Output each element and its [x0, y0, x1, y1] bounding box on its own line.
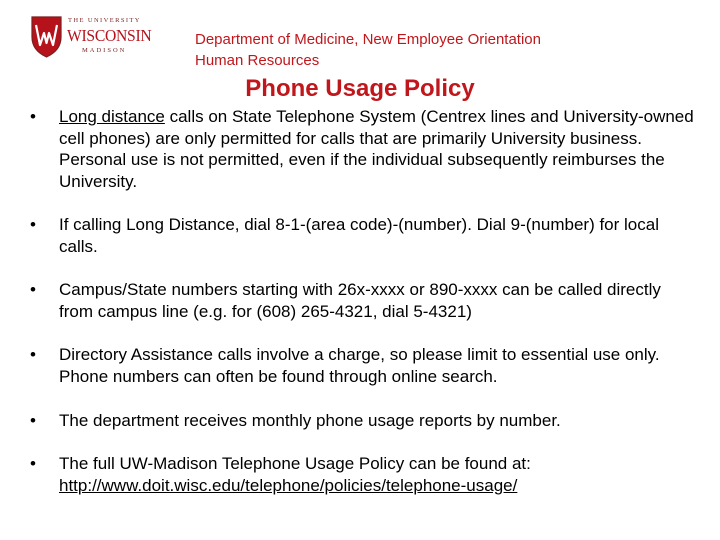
bullet-icon: • [30, 454, 36, 473]
bullet-icon: • [30, 215, 36, 234]
list-item-text: Directory Assistance calls involve a charge, so please limit to essential use only. Phone numbers can often be found through online search. [59, 345, 660, 386]
logo-bottom-text: MADISON [82, 47, 127, 54]
bullet-icon: • [30, 411, 36, 430]
list-item-text: Campus/State numbers starting with 26x-xxxx or 890-xxxx can be called directly from campus line (e.g. for (608) 265-4321, dial 5-4321) [59, 280, 661, 321]
bullet-icon: • [30, 107, 36, 126]
uw-crest-icon [30, 15, 63, 58]
list-item-text: The department receives monthly phone usage reports by number. [59, 411, 561, 430]
list-item-text: If calling Long Distance, dial 8-1-(area code)-(number). Dial 9-(number) for local calls. [59, 215, 659, 256]
list-item-body: calls on State Telephone System (Centrex lines and University-owned cell phones) are only permitted for calls that are primarily University business. Personal use is not permitted, even if the individual subsequently reimburses the University. [59, 107, 694, 191]
logo-top-text: THE UNIVERSITY [68, 17, 141, 24]
uw-madison-logo [30, 15, 155, 61]
emphasis-long-distance: Long distance [59, 107, 165, 126]
list-item-text [59, 453, 699, 496]
logo-name: WISCONSIN [67, 26, 152, 45]
bullet-icon: • [30, 345, 36, 364]
bullet-icon: • [30, 280, 36, 299]
header-department: Department of Medicine, New Employee Orientation [195, 31, 541, 48]
list-item-text [59, 106, 699, 192]
page-title: Phone Usage Policy [245, 75, 475, 102]
list-item-body: The full UW-Madison Telephone Usage Policy can be found at: [59, 454, 531, 473]
policy-link[interactable]: http://www.doit.wisc.edu/telephone/policies/telephone-usage/ [59, 475, 518, 495]
header-unit: Human Resources [195, 52, 320, 69]
